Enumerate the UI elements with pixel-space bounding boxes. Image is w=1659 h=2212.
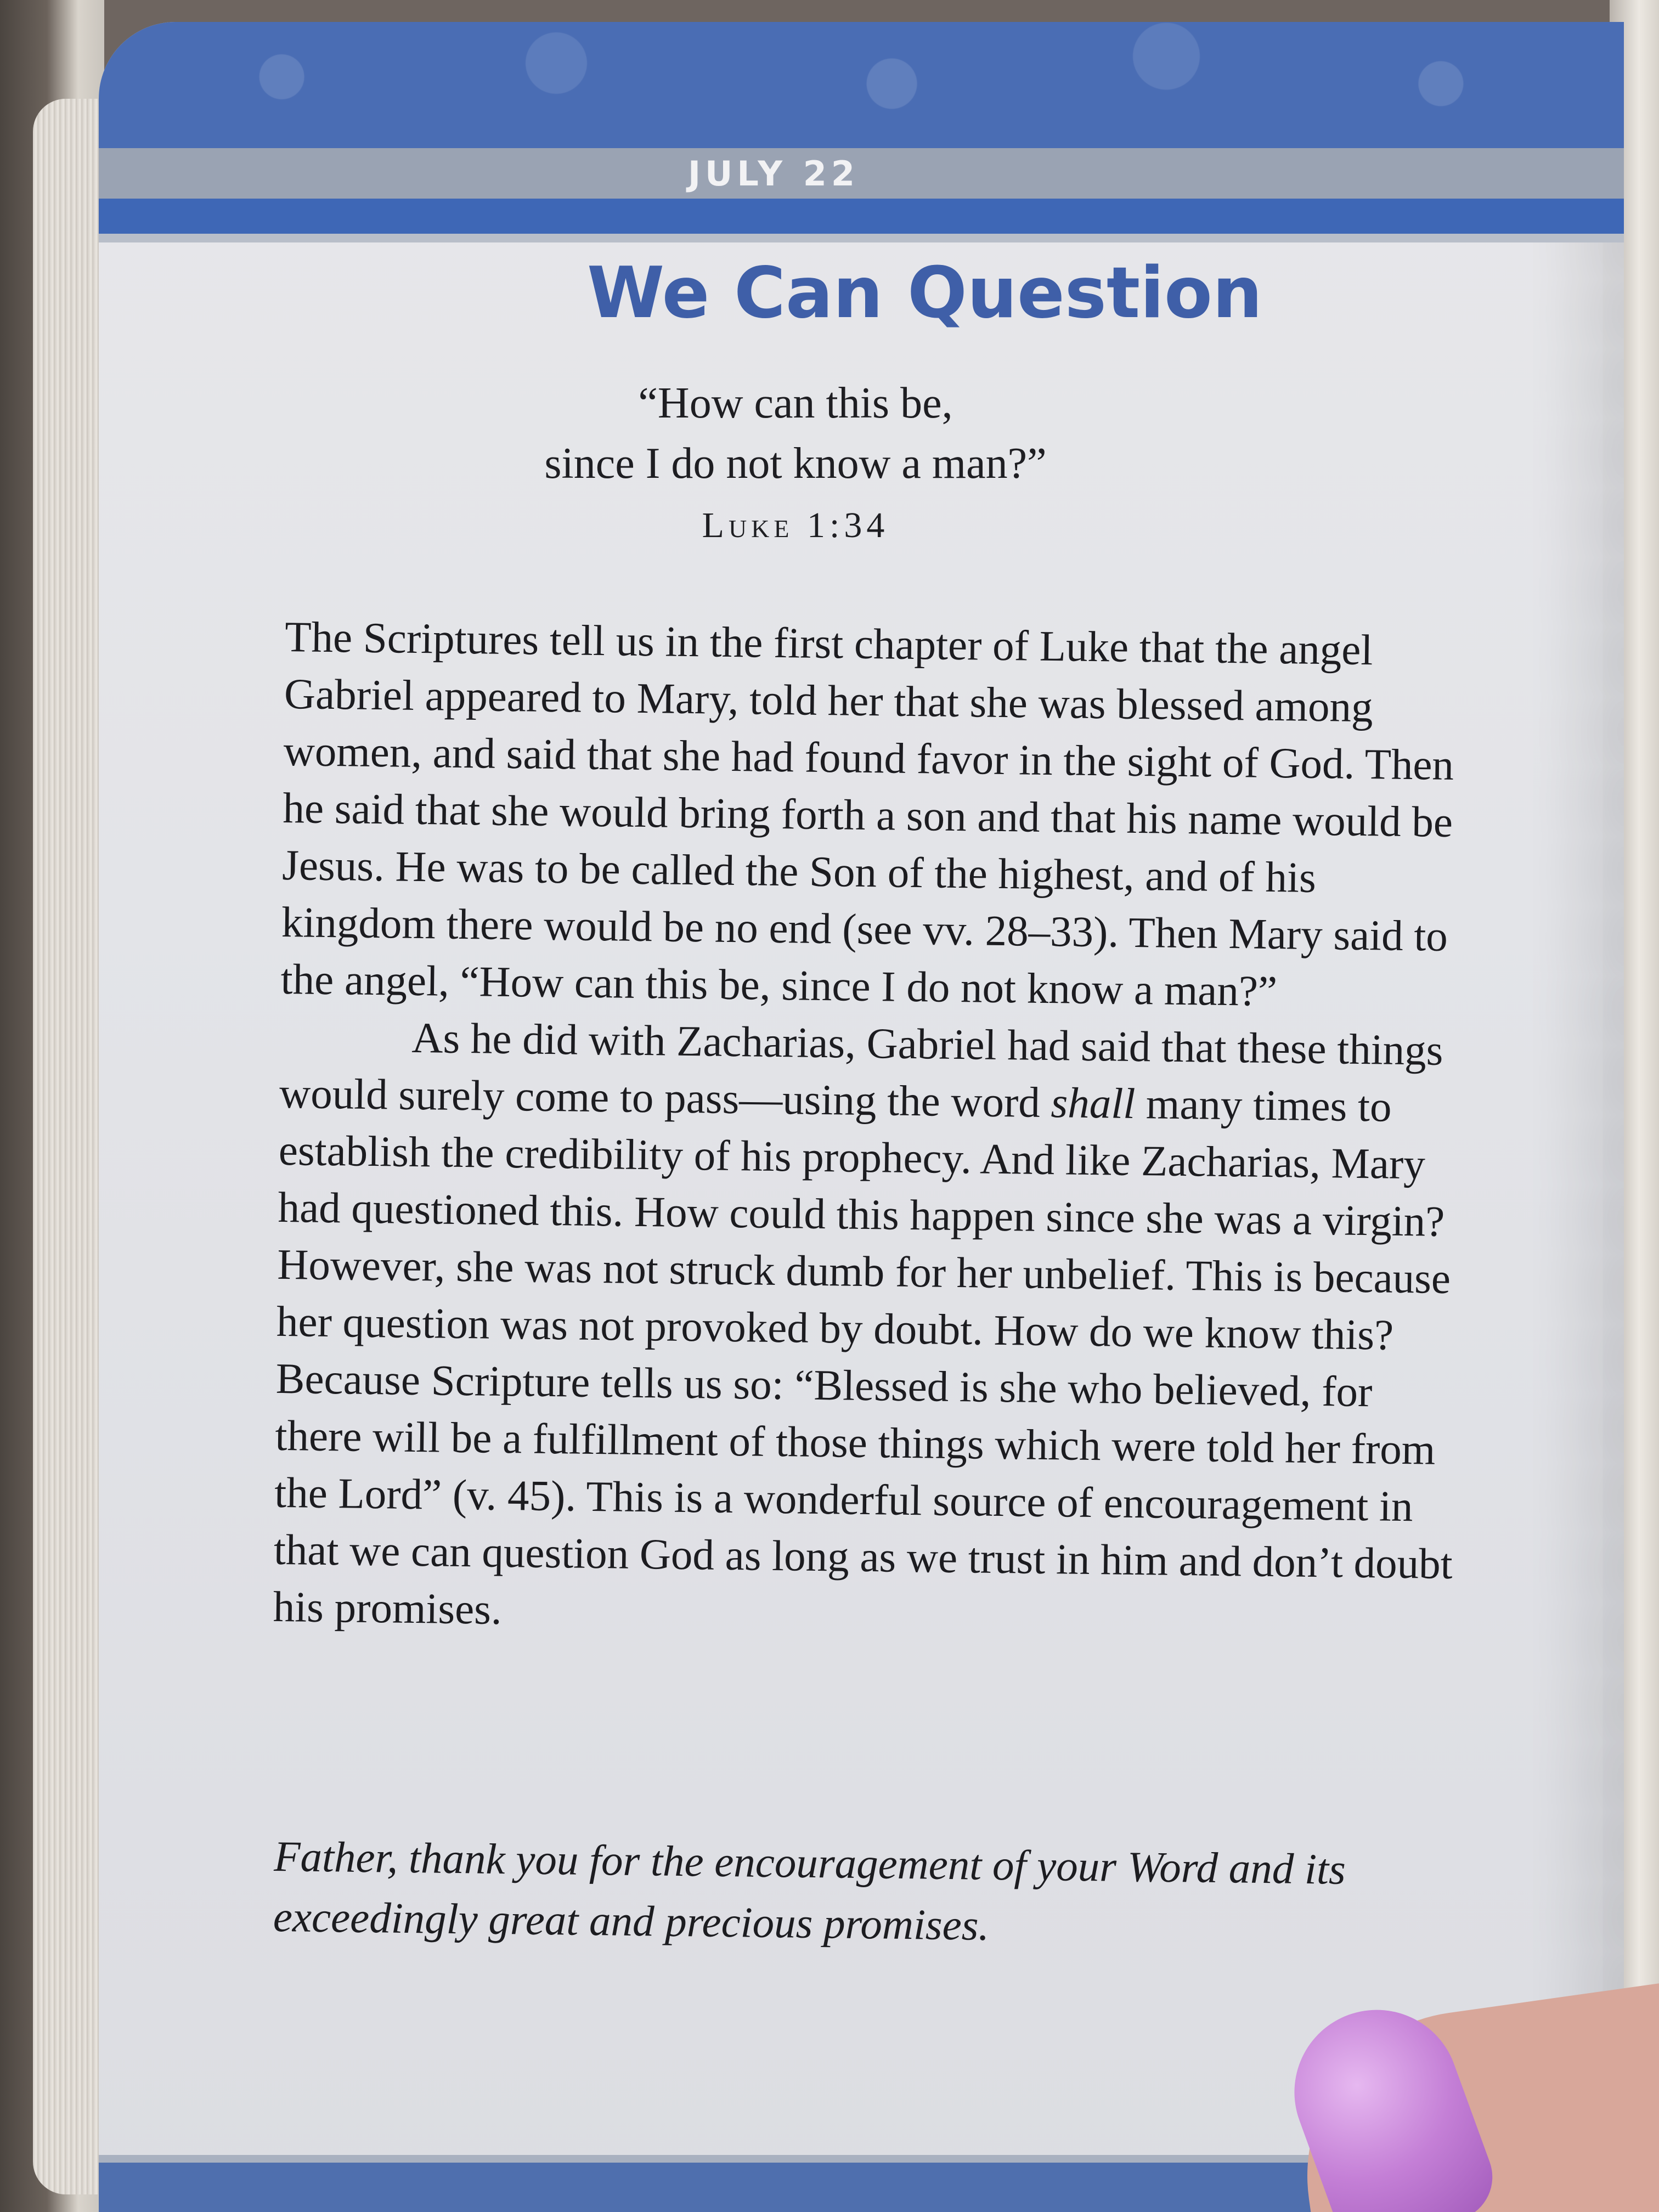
closing-prayer: Father, thank you for the encouragement of your Word and its exceedingly great and precious promises. [273,1832,1346,1950]
header-divider [99,199,1624,234]
body-paragraph [273,1008,1471,1650]
book-page [99,22,1624,2212]
verse-line: “How can this be, [638,379,953,427]
scripture-quote [99,373,1558,494]
verse-reference: Luke 1:34 [702,505,889,545]
body-text-run: many times to establish the credibility of his prophecy. And like Zacharias, Mary had questioned this. How could this happen since she was a virgin? However, she was not struck dumb for her unbelief. This is because her question was not provoked by doubt. How do we know this? Because Scripture tells us so: “Blessed is she who believed, for there will be a fulfillment of those things which were told her from the Lord” (v. 45). This is a wonderful source of encouragement in that we can question God as long as we trust in him and don’t doubt his promises. [273,1080,1453,1634]
decorative-header-band [99,22,1624,159]
body-text-run: As he did with Zacharias, Gabriel had said that these things would surely come to pass—using the word [279,1014,1444,1127]
emphasized-word: shall [1051,1079,1136,1128]
devotion-body [273,609,1476,1650]
page-title: We Can Question [587,252,1263,334]
date-strip [99,148,1624,199]
body-paragraph: The Scriptures tell us in the first chapter of Luke that the angel Gabriel appeared to Mary, told her that she was blessed among women, and said that she had found favor in the sight of God. Then he said that she would bring forth a son and that his name would be Jesus. He was to be called the Son of the highest, and of his kingdom there would be no end (see vv. 28–33). Then Mary said to the angel, “How can this be, since I do not know a man?” [280,613,1454,1016]
date-label: JULY 22 [687,153,860,194]
header-divider-thin [99,234,1624,242]
verse-line: since I do not know a man?” [544,439,1047,488]
